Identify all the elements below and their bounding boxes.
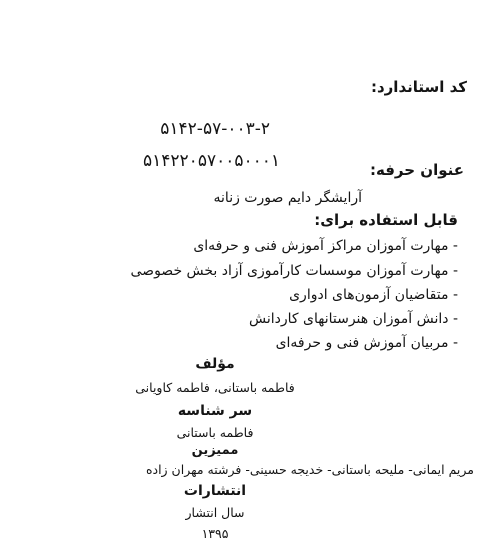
usable-for-item-3: - متقاضیان آزمون‌های ادواری <box>289 287 458 303</box>
job-title-value: آرایشگر دایم صورت زنانه <box>213 190 362 206</box>
job-title-label: عنوان حرفه: <box>370 161 464 179</box>
heading-person-label: سر شناسه <box>177 403 253 419</box>
usable-for-item-2: - مهارت آموزان موسسات کارآموزی آزاد بخش خصوصی <box>130 263 458 279</box>
usable-for-item-5: - مربیان آموزش فنی و حرفه‌ای <box>275 335 458 351</box>
author-value: فاطمه باستانی، فاطمه کاویانی <box>135 380 295 395</box>
reviewers-label: ممیزین <box>191 443 239 458</box>
usable-for-item-1: - مهارت آموزان مراکز آموزش فنی و حرفه‌ای <box>193 238 458 254</box>
publication-year-label: سال انتشار <box>185 505 245 520</box>
standard-code-label: کد استاندارد: <box>370 78 467 96</box>
standard-code-2: ۵۱۴۲۲۰۵۷۰۰۵۰۰۰۱ <box>143 151 280 171</box>
reviewers-value: مریم ایمانی- ملیحه باستانی- خدیجه حسینی- فرشته مهران زاده <box>145 462 474 477</box>
author-label: مؤلف <box>195 356 235 372</box>
publication-year: ۱۳۹۵ <box>201 526 229 541</box>
standard-code-1: ۵۱۴۲-۵۷-۰۰۳-۲ <box>160 119 270 139</box>
usable-for-label: قابل استفاده برای: <box>314 211 458 229</box>
usable-for-item-4: - دانش آموزان هنرستانهای کاردانش <box>249 311 458 327</box>
publications-label: انتشارات <box>183 483 247 499</box>
heading-person-value: فاطمه باستانی <box>176 425 254 440</box>
